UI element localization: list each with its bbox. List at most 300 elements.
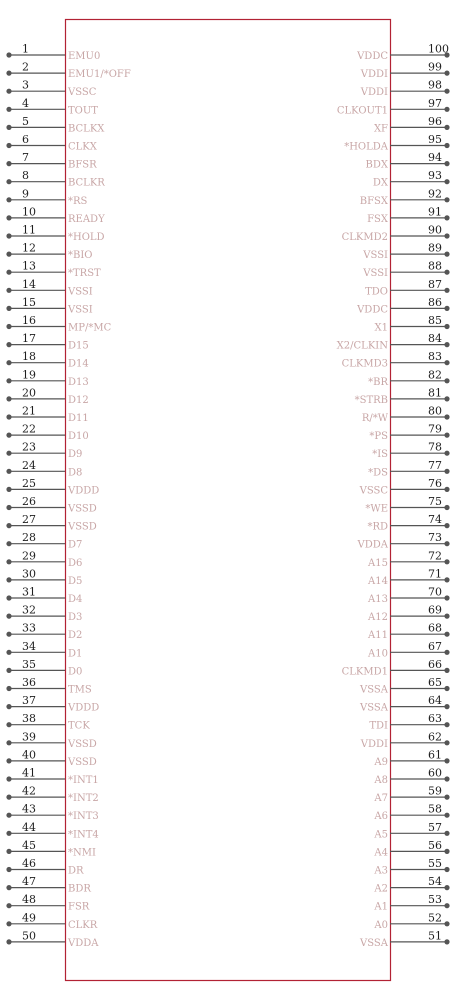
pin-name: VDDC [357,304,388,316]
pin-number: 86 [428,295,442,309]
pin-name: CLKMD1 [341,666,388,678]
pin-29 [6,549,82,569]
pin-end-dot [6,921,11,926]
pin-41 [6,767,98,787]
pin-end-dot [444,921,449,926]
pin-name: *WE [365,503,388,515]
pin-name: D13 [68,376,89,388]
pin-number: 78 [428,440,442,454]
pin-name: A12 [368,612,388,624]
pin-end-dot [6,378,11,383]
pin-number: 37 [22,694,36,708]
pin-end-dot [444,758,449,763]
pin-name: A6 [374,811,388,823]
pin-95 [344,133,449,153]
pin-name: MP/*MC [68,322,112,334]
pin-end-dot [6,813,11,818]
pin-number: 56 [428,838,442,852]
pin-number: 39 [22,730,36,744]
pin-14 [6,278,92,298]
pin-84 [337,332,450,352]
pin-number: 76 [428,476,442,490]
pin-end-dot [444,577,449,582]
pin-end-dot [6,125,11,130]
pin-end-dot [6,704,11,709]
pin-end-dot [444,885,449,890]
pin-end-dot [6,143,11,148]
pin-number: 88 [428,259,442,273]
pin-end-dot [6,668,11,673]
pin-83 [342,350,450,370]
pin-end-dot [6,831,11,836]
pin-name: D9 [68,449,83,461]
pin-number: 21 [22,404,36,418]
pin-26 [6,495,96,515]
pin-end-dot [444,740,449,745]
pin-end-dot [6,849,11,854]
pin-number: 80 [428,404,442,418]
pin-number: 48 [22,893,36,907]
pin-name: VDDA [357,539,388,551]
pin-name: *NMI [68,847,96,859]
pin-2 [6,61,130,81]
pin-name: R/*W [361,413,388,424]
pin-number: 10 [22,205,36,219]
pin-end-dot [6,867,11,872]
pin-number: 54 [428,875,442,889]
pin-65 [359,676,450,696]
pin-number: 73 [428,531,442,545]
pin-number: 23 [22,440,36,454]
pin-end-dot [444,215,449,220]
pin-number: 41 [22,766,36,780]
pin-end-dot [6,89,11,94]
pin-name: D7 [68,539,83,551]
pin-93 [373,169,450,189]
pin-10 [6,205,105,225]
pin-24 [6,459,82,479]
pin-name: VSSD [68,503,97,515]
pin-number: 6 [22,133,29,146]
pin-name: A1 [374,901,388,913]
pin-94 [366,151,450,171]
pin-number: 85 [428,314,442,327]
pin-name: CLKX [68,141,97,153]
pin-number: 66 [428,657,442,671]
pin-39 [6,730,96,750]
pin-name: D2 [68,630,83,642]
pin-34 [6,640,82,660]
pin-name: VSSA [360,937,388,949]
pin-name: *INT4 [68,829,99,841]
pin-number: 32 [22,603,36,617]
pin-end-dot [6,632,11,637]
pin-name: D0 [68,666,83,678]
pin-end-dot [444,650,449,655]
pin-number: 91 [428,205,442,219]
pin-number: 42 [22,784,36,798]
pin-number: 79 [428,422,442,436]
pin-end-dot [444,867,449,872]
right-pin-group [337,43,450,949]
pin-number: 25 [22,476,36,490]
pin-89 [362,242,449,262]
pin-76 [359,477,450,497]
pin-30 [6,567,82,587]
pin-number: 62 [428,730,442,744]
pin-17 [6,332,88,352]
pin-name: A10 [368,648,388,660]
pin-73 [357,531,450,551]
pin-86 [356,296,450,316]
pin-name: VDDI [360,87,388,99]
pin-end-dot [6,740,11,745]
pin-number: 72 [428,549,442,563]
pin-end-dot [6,776,11,781]
pin-end-dot [6,360,11,365]
pin-63 [369,712,449,732]
pin-end-dot [444,831,449,836]
pin-number: 98 [428,78,442,92]
pin-end-dot [6,252,11,257]
pin-name: VSSI [363,250,388,262]
pin-number: 57 [428,820,442,834]
pin-88 [362,260,449,280]
pin-end-dot [6,505,11,510]
pin-number: 69 [428,603,442,617]
pin-end-dot [444,233,449,238]
pin-end-dot [444,722,449,727]
pin-number: 30 [22,567,36,581]
pin-45 [6,839,96,859]
pin-75 [365,495,449,515]
pin-name: BFSR [68,159,97,171]
pin-number: 12 [22,241,36,255]
pin-name: A11 [368,630,388,642]
pin-number: 68 [428,621,442,635]
pin-end-dot [6,614,11,619]
pin-end-dot [444,89,449,94]
pin-end-dot [6,179,11,184]
pin-number: 55 [428,857,442,870]
pin-name: BCLKR [68,177,105,189]
pin-number: 9 [22,187,29,201]
pin-end-dot [6,215,11,220]
pin-name: BCLKX [68,123,105,135]
pin-92 [360,187,450,207]
pin-100 [356,43,450,63]
pin-end-dot [6,795,11,800]
pin-name: VSSD [68,738,97,750]
pin-number: 64 [428,694,442,708]
pin-end-dot [444,523,449,528]
pin-name: VSSI [68,304,93,316]
pin-80 [362,405,450,425]
pin-number: 65 [428,676,442,689]
pin-name: VDDD [68,485,100,497]
pin-number: 59 [428,784,442,798]
pin-end-dot [6,306,11,311]
pin-end-dot [444,396,449,401]
pin-end-dot [6,71,11,76]
pin-name: BDR [68,883,91,895]
pin-end-dot [444,125,449,130]
pin-name: A7 [374,793,388,805]
pin-number: 50 [22,929,36,943]
pin-name: *INT2 [68,793,99,805]
pin-number: 43 [22,802,36,816]
pin-59 [373,785,449,805]
pin-name: A14 [368,575,388,587]
pin-end-dot [6,161,11,166]
pin-28 [6,531,82,551]
pin-end-dot [6,414,11,419]
pin-number: 67 [428,639,442,653]
pin-48 [6,893,89,913]
pin-end-dot [444,270,449,275]
pin-number: 95 [428,133,442,146]
pin-name: DX [372,177,388,189]
pin-end-dot [6,686,11,691]
pin-number: 27 [22,513,36,527]
pin-number: 17 [22,332,36,346]
pin-number: 4 [22,96,29,110]
pin-number: 51 [428,929,442,943]
pin-end-dot [6,342,11,347]
pin-number: 100 [428,42,449,56]
pin-end-dot [444,704,449,709]
pin-54 [373,875,449,895]
pin-number: 74 [428,513,442,527]
pin-12 [6,242,92,262]
pin-name: *HOLD [68,232,105,243]
pin-number: 52 [428,911,442,925]
pin-name: XF [373,123,388,135]
pin-name: TCK [68,720,90,732]
pin-name: D14 [68,358,89,370]
pin-98 [360,79,450,99]
pin-number: 20 [22,386,36,400]
pin-end-dot [6,559,11,564]
pin-13 [6,260,101,280]
pin-name: *TRST [68,268,101,280]
pin-number: 33 [22,621,36,635]
pin-name: *INT3 [68,811,99,823]
pin-end-dot [6,324,11,329]
pin-end-dot [444,414,449,419]
pin-name: VDDI [360,738,388,750]
pin-name: D8 [68,467,83,479]
pin-end-dot [444,252,449,257]
pin-91 [367,205,450,225]
pin-end-dot [444,360,449,365]
pin-name: READY [68,213,105,225]
pin-name: *PS [369,431,388,443]
pin-number: 1 [22,42,29,56]
pin-name: VSSC [68,87,97,99]
pin-74 [367,513,449,533]
pin-end-dot [6,595,11,600]
pin-name: DR [68,865,84,877]
pin-20 [6,386,88,406]
pin-name: D15 [68,340,89,352]
pin-end-dot [444,179,449,184]
pin-40 [6,748,96,768]
pin-number: 81 [428,386,442,400]
pin-82 [368,368,449,388]
pin-name: A2 [374,883,388,895]
pin-47 [6,875,91,895]
pin-6 [6,133,97,153]
pin-name: VSSA [360,684,388,696]
pin-81 [355,386,450,406]
pin-96 [374,115,450,134]
pin-name: D4 [68,594,83,605]
pin-23 [6,441,82,461]
pin-number: 83 [428,350,442,364]
pin-name: X1 [374,322,388,334]
pin-name: TDO [365,286,388,298]
pin-9 [6,187,87,207]
pin-11 [6,224,104,244]
pin-number: 13 [22,259,36,273]
ic-body [66,20,391,981]
pin-name: VSSA [360,702,388,714]
pin-end-dot [444,813,449,818]
pin-name: *STRB [354,394,388,406]
pin-end-dot [444,903,449,908]
pin-end-dot [6,233,11,238]
pin-number: 87 [428,277,442,291]
pin-33 [6,622,82,642]
pin-end-dot [444,595,449,600]
pin-64 [359,694,450,714]
pin-5 [6,115,105,134]
pin-name: CLKOUT1 [336,105,388,117]
pin-end-dot [444,614,449,619]
pin-name: D5 [68,575,83,587]
pin-end-dot [6,451,11,456]
pin-name: X2/CLKIN [336,340,388,352]
pin-19 [6,368,88,388]
pin-number: 26 [22,495,36,508]
pin-number: 24 [22,458,36,472]
pin-number: 49 [22,911,36,925]
pin-name: BDX [365,159,388,171]
pin-number: 29 [22,549,36,563]
pin-name: *BIO [68,250,93,262]
pin-44 [6,821,98,841]
pin-name: TDI [369,720,388,732]
pin-name: D11 [68,413,89,424]
pin-name: CLKMD3 [341,358,388,370]
pin-18 [6,350,88,370]
pin-number: 46 [22,857,36,870]
pin-50 [6,929,99,949]
pin-number: 90 [428,223,442,237]
pin-number: 61 [428,748,442,762]
pin-end-dot [444,143,449,148]
pin-number: 40 [22,748,36,762]
pin-number: 89 [428,241,442,255]
pin-51 [359,929,450,949]
pin-name: VSSD [68,756,97,768]
pin-number: 71 [428,567,442,581]
pin-name: *BR [368,376,388,388]
pin-end-dot [6,939,11,944]
pin-3 [6,79,96,99]
pin-43 [6,803,98,823]
pin-number: 5 [22,114,29,128]
pin-end-dot [6,197,11,202]
pin-71 [367,567,450,587]
pin-46 [6,857,84,877]
pin-number: 34 [22,639,36,653]
pin-number: 18 [22,350,36,364]
pin-name: A0 [374,919,388,931]
pin-name: *INT1 [68,775,99,786]
pin-57 [373,821,449,841]
pin-name: A4 [374,847,388,859]
pin-32 [6,604,82,624]
pin-number: 70 [428,585,442,599]
pin-number: 38 [22,712,36,726]
pin-8 [6,169,105,189]
pin-end-dot [6,577,11,582]
pin-name: *HOLDA [344,141,388,153]
pin-55 [373,857,449,877]
pin-name: VDDD [68,702,100,714]
pin-name: TMS [68,684,92,696]
pin-name: EMU0 [68,51,101,62]
pin-number: 11 [22,223,36,237]
pin-number: 31 [22,585,36,599]
pin-number: 58 [428,802,442,816]
pin-99 [360,61,450,81]
pin-end-dot [444,559,449,564]
pin-name: A15 [368,557,388,569]
pin-name: *IS [372,449,388,461]
pin-number: 92 [428,187,442,201]
pin-49 [6,911,97,931]
pin-end-dot [444,378,449,383]
pin-number: 94 [428,151,442,165]
pin-35 [6,658,82,678]
pin-37 [6,694,99,714]
pin-number: 47 [22,875,36,889]
pin-end-dot [6,541,11,546]
pin-name: VSSD [68,521,97,533]
pin-66 [342,658,450,678]
pin-end-dot [444,686,449,691]
pin-end-dot [6,270,11,275]
pin-number: 22 [22,422,36,436]
pin-36 [6,676,92,696]
pin-name: *RD [367,521,388,533]
pin-end-dot [444,306,449,311]
pin-79 [369,423,449,443]
pin-56 [373,839,449,859]
pin-name: D1 [68,648,83,660]
pin-77 [368,459,449,479]
pin-end-dot [444,632,449,637]
pin-end-dot [444,849,449,854]
pin-end-dot [444,342,449,347]
pin-end-dot [444,469,449,474]
pin-85 [375,314,450,334]
pin-end-dot [444,451,449,456]
pin-number: 19 [22,368,36,382]
